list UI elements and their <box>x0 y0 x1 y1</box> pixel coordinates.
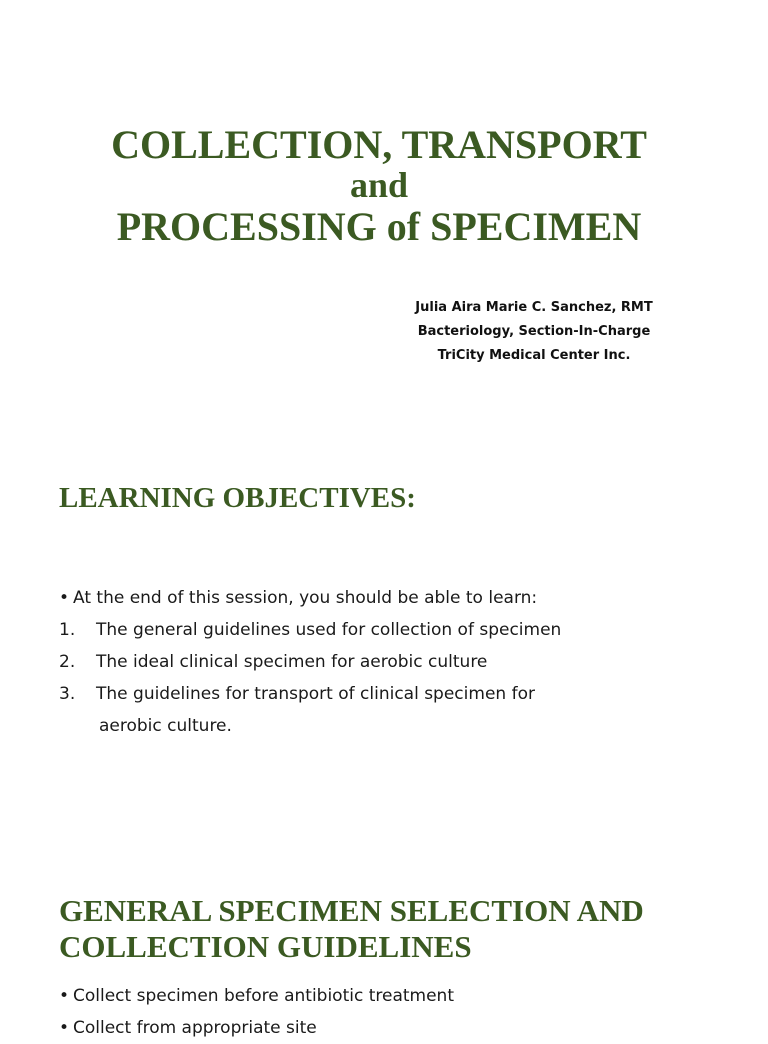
title-line-3: PROCESSING of SPECIMEN <box>116 204 642 249</box>
item-text: The ideal clinical specimen for aerobic culture <box>96 652 488 672</box>
author-role: Bacteriology, Section-In-Charge <box>417 324 651 339</box>
bullet-icon: • <box>59 1018 70 1038</box>
item-number: 2. <box>59 652 76 672</box>
title-line-1: COLLECTION, TRANSPORT <box>111 122 647 167</box>
item-number: 3. <box>59 684 76 704</box>
item-text: The guidelines for transport of clinical specimen for <box>96 684 535 704</box>
bullet-text: Collect from appropriate site <box>73 1018 317 1038</box>
list-item <box>59 1012 454 1044</box>
title-line-2: and <box>349 165 409 205</box>
list-item <box>59 614 561 646</box>
item-text: The general guidelines used for collection of specimen <box>96 620 562 640</box>
guidelines-list <box>59 980 454 1044</box>
list-item-continuation: aerobic culture. <box>99 716 232 736</box>
learning-objectives-heading: LEARNING OBJECTIVES: <box>59 482 416 514</box>
list-item <box>59 678 561 710</box>
slide-title <box>0 124 758 247</box>
objectives-intro: At the end of this session, you should be able to learn: <box>73 588 538 608</box>
heading-line-1: GENERAL SPECIMEN SELECTION AND <box>59 893 644 928</box>
list-item <box>59 980 454 1012</box>
list-item <box>59 582 561 614</box>
item-number: 1. <box>59 620 76 640</box>
author-organization: TriCity Medical Center Inc. <box>437 348 631 363</box>
heading-line-2: COLLECTION GUIDELINES <box>59 929 472 964</box>
author-name: Julia Aira Marie C. Sanchez, RMT <box>415 300 653 315</box>
bullet-text: Collect specimen before antibiotic treatment <box>73 986 454 1006</box>
list-item <box>59 646 561 678</box>
bullet-icon: • <box>59 588 70 608</box>
bullet-icon: • <box>59 986 70 1006</box>
learning-objectives-list <box>59 582 561 742</box>
author-block <box>384 296 684 368</box>
general-guidelines-heading <box>59 893 759 965</box>
